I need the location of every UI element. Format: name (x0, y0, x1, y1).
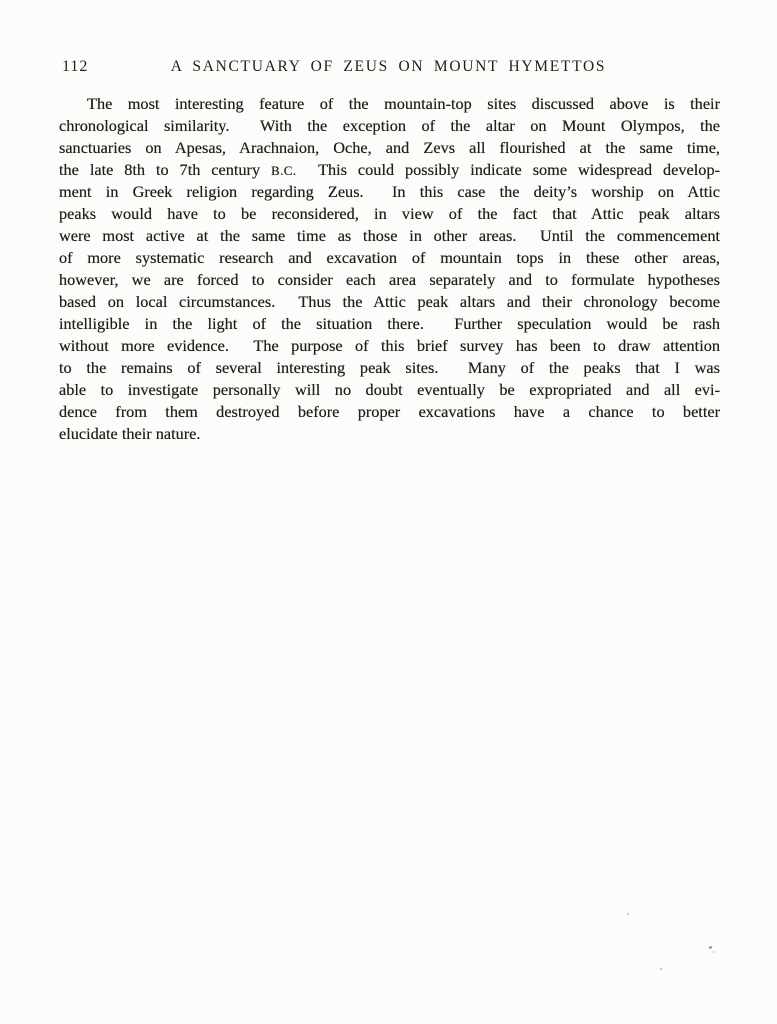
body-line: The most interesting feature of the mountain-top sites discussed above is their (87, 94, 720, 113)
body-line: based on local circumstances. Thus the Attic peak altars and their chronology become (59, 292, 720, 311)
body-line: elucidate their nature. (59, 424, 201, 443)
scan-speck (709, 946, 712, 949)
running-title: A SANCTUARY OF ZEUS ON MOUNT HYMETTOS (170, 58, 607, 75)
scan-speck (660, 968, 662, 970)
body-line (59, 159, 720, 181)
body-line: were most active at the same time as those in other areas. Until the commencement (59, 226, 720, 245)
body-line: sanctuaries on Apesas, Arachnaion, Oche, and Zevs all flourished at the same time, (59, 138, 720, 157)
body-line: without more evidence. The purpose of this brief survey has been to draw attention (59, 336, 720, 355)
body-line: chronological similarity. With the exception of the altar on Mount Olympos, the (59, 116, 720, 135)
body-line: peaks would have to be reconsidered, in view of the fact that Attic peak altars (59, 204, 720, 223)
scan-speck (627, 913, 629, 915)
body-line: intelligible in the light of the situation there. Further speculation would be rash (59, 314, 720, 333)
body-line: however, we are forced to consider each area separately and to formulate hypotheses (59, 270, 720, 289)
body-line-text: This could possibly indicate some widespread develop- (296, 160, 720, 179)
body-line-text: the late 8th to 7th century (59, 160, 272, 179)
page-number: 112 (62, 58, 89, 75)
body-line: ment in Greek religion regarding Zeus. In this case the deity’s worship on Attic (59, 182, 720, 201)
body-line: of more systematic research and excavation of mountain tops in these other areas, (59, 248, 720, 267)
scan-speck (713, 951, 715, 953)
body-line: dence from them destroyed before proper excavations have a chance to better (59, 402, 720, 421)
bc-smallcaps: B.C. (271, 163, 297, 178)
body-line: able to investigate personally will no doubt eventually be expropriated and all evi- (59, 380, 720, 399)
paragraph (59, 93, 720, 445)
body-line: to the remains of several interesting peak sites. Many of the peaks that I was (59, 358, 720, 377)
